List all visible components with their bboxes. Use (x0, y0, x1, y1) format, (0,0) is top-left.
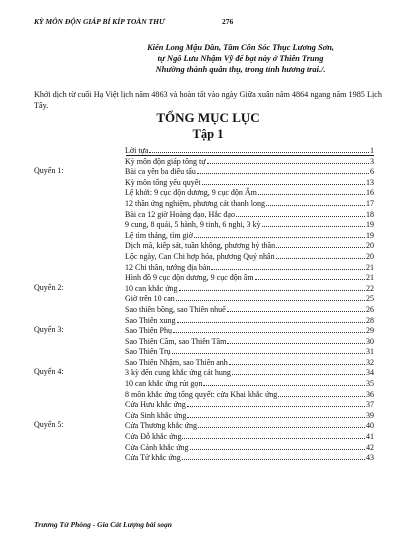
toc-page-number: 39 (366, 410, 374, 420)
toc-page-number: 29 (366, 326, 374, 336)
toc-entry-title: 10 can khắc ứng rút gọn (125, 379, 203, 389)
toc-page-number: 21 (366, 262, 374, 272)
toc-page-number: 20 (366, 241, 374, 251)
toc-leader-dots (149, 145, 369, 153)
toc-entry-title: Sao Thiên Trụ (125, 347, 171, 357)
toc-leader-dots (182, 431, 365, 439)
toc-leader-dots (194, 230, 365, 238)
toc-page-number: 35 (366, 379, 374, 389)
toc-leader-dots (207, 156, 369, 164)
toc-page-number: 43 (366, 453, 374, 463)
dedication (147, 42, 334, 75)
toc-entry-title: Cửa Đỗ khắc ứng (125, 432, 182, 442)
toc-row (34, 293, 374, 304)
toc-row (34, 145, 374, 156)
toc-entry-title: Kỳ môn tổng yếu quyết (125, 177, 201, 187)
toc-entry-title: Sao Thiên Phụ (125, 326, 172, 336)
toc-entry-title: Cửa Tử khắc ứng (125, 453, 181, 463)
toc-entry-title: Cửa Sinh khắc ứng (125, 410, 187, 420)
toc-row (34, 442, 374, 453)
toc-leader-dots (278, 389, 365, 397)
toc-page-number: 21 (366, 273, 374, 283)
toc-entry-title: Kỳ môn độn giáp tông tự (125, 156, 206, 166)
toc-row (34, 336, 374, 347)
toc-volume-label: Quyển 5: (34, 420, 64, 430)
toc-leader-dots (179, 283, 365, 291)
toc-leader-dots (187, 399, 365, 407)
toc-leader-dots (202, 177, 365, 185)
toc-page-number: 19 (366, 230, 374, 240)
toc-row (34, 325, 374, 336)
toc-entry-title: 12 Chi thần, tướng địa bàn (125, 262, 211, 272)
toc-entry[interactable] (125, 452, 374, 464)
toc-page-number: 42 (366, 442, 374, 452)
toc-row (34, 367, 374, 378)
toc-row (34, 251, 374, 262)
toc-row (34, 378, 374, 389)
toc-leader-dots (227, 304, 365, 312)
toc-divider (126, 155, 374, 156)
toc-leader-dots (262, 219, 365, 227)
toc-row (34, 262, 374, 273)
toc-page-number: 1 (370, 146, 374, 155)
toc-volume-label: Quyển 3: (34, 325, 64, 335)
running-footer: Trương Tứ Phòng - Gia Cát Lượng bài soạn (34, 520, 172, 529)
toc-leader-dots (173, 325, 365, 333)
toc-entry-title: Lộc ngày, Can Chi hợp hóa, phương Quý nhân (125, 251, 275, 261)
toc-entry-title: Lời tựa (125, 146, 149, 155)
toc-entry-title: Bài ca 12 giờ Hoàng đạo, Hắc đạo (125, 209, 235, 219)
toc-page-number: 13 (366, 177, 374, 187)
page-number: 276 (222, 17, 234, 26)
running-header (34, 17, 234, 26)
toc-leader-dots (176, 293, 365, 301)
toc-row (34, 452, 374, 463)
toc-leader-dots (266, 198, 365, 206)
toc-page-number: 37 (366, 400, 374, 410)
toc-row (34, 283, 374, 294)
toc-leader-dots (211, 262, 365, 270)
toc-entry-title: Dịch mã, kiếp sát, tuần không, phương hỷ thần (125, 241, 276, 251)
dedication-line: Kiến Long Mậu Dần, Tầm Côn Sóc Thục Lương Sơn, (147, 43, 334, 52)
toc-leader-dots (187, 410, 365, 418)
toc-page-number: 32 (366, 357, 374, 367)
toc-page-number: 25 (366, 294, 374, 304)
table-of-contents (34, 145, 374, 463)
toc-row (34, 156, 374, 167)
toc-entry-title: Cửa Cảnh khắc ứng (125, 442, 189, 452)
toc-page-number: 20 (366, 251, 374, 261)
toc-title: TỔNG MỤC LỤC (156, 110, 260, 125)
toc-page-number: 36 (366, 389, 374, 399)
toc-row (34, 346, 374, 357)
toc-leader-dots (203, 378, 365, 386)
toc-row (34, 420, 374, 431)
toc-row (34, 187, 374, 198)
toc-entry-title: 8 môn khắc ứng tổng quyết: cửa Khai khắc ứng (125, 389, 278, 399)
toc-volume-label: Quyển 1: (34, 166, 64, 176)
toc-page-number: 18 (366, 209, 374, 219)
toc-leader-dots (276, 240, 365, 248)
toc-row (34, 389, 374, 400)
toc-entry-title: Sao Thiên Cầm, sao Thiên Tâm (125, 336, 227, 346)
toc-entry-title: 3 kỳ đến cung khắc ứng cát hung (125, 368, 231, 378)
toc-row (34, 357, 374, 368)
toc-row (34, 177, 374, 188)
toc-leader-dots (197, 166, 369, 174)
toc-page-number: 19 (366, 220, 374, 230)
toc-entry-title: Lệ khởi: 9 cục độn dương, 9 cục độn Âm (125, 188, 257, 198)
toc-leader-dots (177, 315, 365, 323)
toc-page-number: 30 (366, 336, 374, 346)
dedication-line: Nhường thành quân thụ, trong tỉnh hương trai./. (155, 65, 326, 74)
toc-leader-dots (258, 187, 365, 195)
toc-leader-dots (190, 442, 365, 450)
toc-page-number: 3 (370, 156, 374, 166)
toc-row (34, 219, 374, 230)
toc-volume-label: Quyển 2: (34, 282, 64, 292)
toc-entry-title: Giờ trên 10 can (125, 294, 175, 304)
toc-leader-dots (229, 357, 365, 365)
toc-page-number: 41 (366, 432, 374, 442)
toc-row (34, 431, 374, 442)
toc-leader-dots (255, 272, 365, 280)
intro-paragraph: Khởi dịch từ cuối Hạ Việt lịch năm 4863 và hoàn tất vào ngày Giữa xuân năm 4864 ngang năm 1985 Lịch Tây. (34, 90, 382, 110)
toc-leader-dots (276, 251, 365, 259)
volume-title: Tập 1 (192, 127, 224, 141)
toc-leader-dots (198, 420, 365, 428)
toc-entry-title: Hình đồ 9 cục độn dương, 9 cục độn âm (125, 273, 254, 283)
toc-entry-title: Sao Thiên xung (125, 315, 176, 325)
toc-entry-title: Cửa Hưu khắc ứng (125, 400, 186, 410)
toc-entry-title: 10 can khắc ứng (125, 283, 178, 293)
toc-entry-title: Bài ca yên ba điếu tẩu (125, 167, 196, 177)
toc-page-number: 26 (366, 304, 374, 314)
toc-row (34, 240, 374, 251)
toc-row (34, 304, 374, 315)
toc-row (34, 209, 374, 220)
toc-row (34, 399, 374, 410)
toc-entry-title: Lệ tìm tháng, tìm giờ (125, 230, 193, 240)
toc-page-number: 34 (366, 368, 374, 378)
toc-row (34, 166, 374, 177)
toc-leader-dots (232, 367, 365, 375)
toc-volume-label: Quyển 4: (34, 367, 64, 377)
toc-entry-title: Cửa Thương khắc ứng (125, 421, 197, 431)
toc-page-number: 17 (366, 198, 374, 208)
toc-leader-dots (172, 346, 365, 354)
toc-page-number: 6 (370, 167, 374, 177)
header-title: KỲ MÔN ĐỘN GIÁP BÍ KÍP TOÀN THƯ (34, 17, 165, 26)
toc-row (34, 315, 374, 326)
toc-entry-title: 9 cung, 8 quái, 5 hành, 9 tinh, 6 nghi, 3 kỳ (125, 220, 261, 230)
toc-row (34, 272, 374, 283)
toc-row (34, 230, 374, 241)
toc-leader-dots (182, 452, 365, 460)
toc-row (34, 410, 374, 421)
toc-page-number: 28 (366, 315, 374, 325)
toc-leader-dots (236, 209, 365, 217)
toc-page-number: 16 (366, 188, 374, 198)
toc-entry-title: 12 thần ứng nghiệm, phương cát thanh long (125, 198, 265, 208)
toc-page-number: 22 (366, 283, 374, 293)
toc-entry-title: Sao thiên bồng, sao Thiên nhuế (125, 304, 226, 314)
toc-leader-dots (227, 336, 365, 344)
toc-page-number: 31 (366, 347, 374, 357)
toc-entry-title: Sao Thiên Nhậm, sao Thiên anh (125, 357, 228, 367)
toc-row (34, 198, 374, 209)
toc-page-number: 40 (366, 421, 374, 431)
dedication-line: tự Ngô Lưu Nhậm Vỹ để bạt này ở Thiên Trung (157, 54, 324, 63)
